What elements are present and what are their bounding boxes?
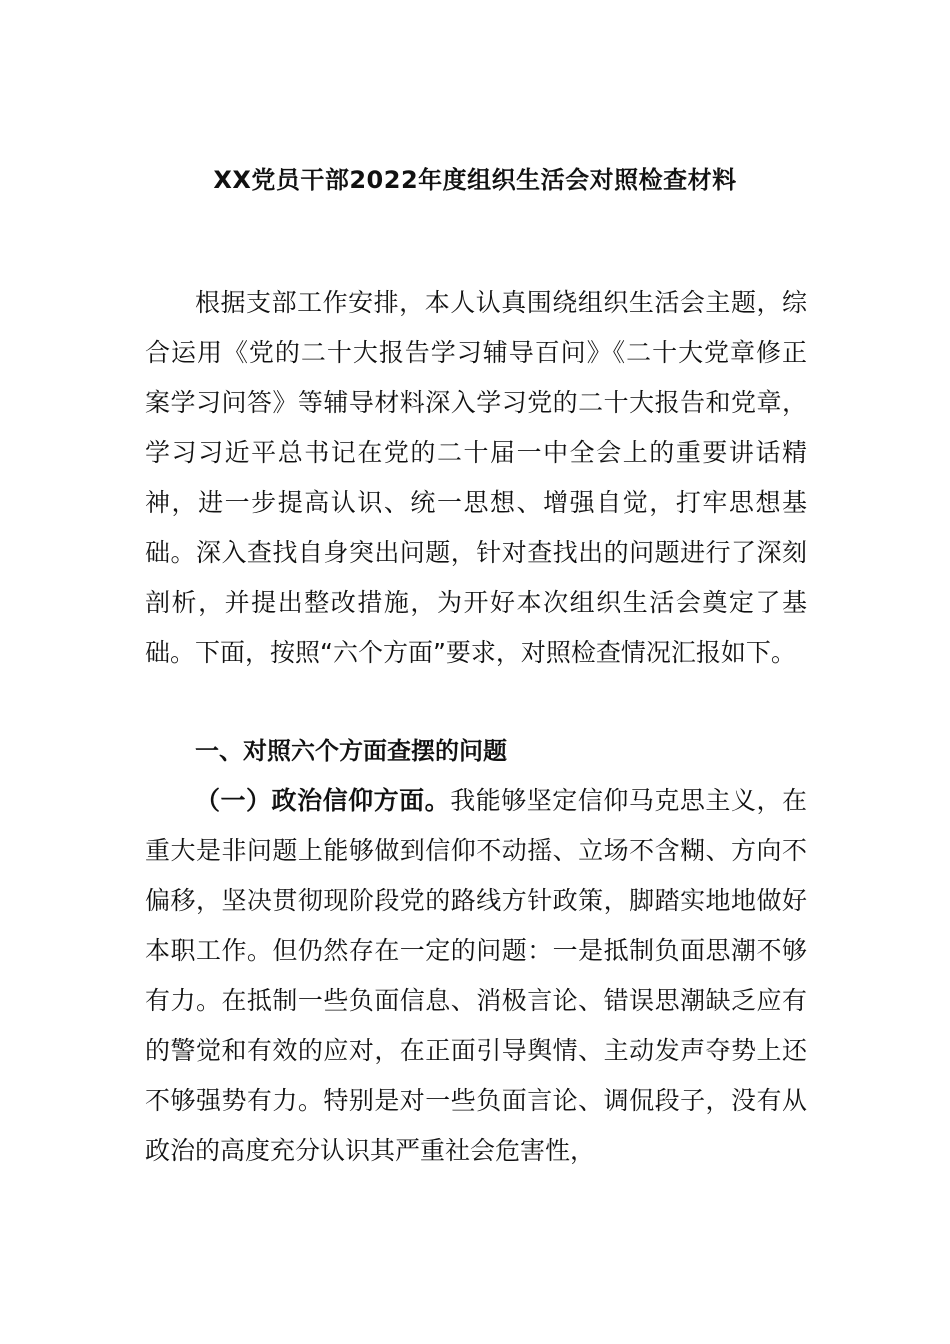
- section-1-lead: （一）政治信仰方面。: [195, 786, 451, 815]
- intro-paragraph-block: [145, 278, 807, 678]
- section-1-text: 我能够坚定信仰马克思主义，在重大是非问题上能够做到信仰不动摇、立场不含糊、方向不偏移，坚决贯彻现阶段党的路线方针政策，脚踏实地地做好本职工作。但仍然存在一定的问题：一是抵制负面思潮不够有力。在抵制一些负面信息、消极言论、错误思潮缺乏应有的警觉和有效的应对，在正面引导舆情、主动发声夺势上还不够强势有力。特别是对一些负面言论、调侃段子，没有从政治的高度充分认识其严重社会危害性，: [145, 786, 807, 1165]
- document-title: XX党员干部2022年度组织生活会对照检查材料: [213, 166, 737, 194]
- section-1-paragraph: [145, 776, 807, 1176]
- section-heading-1: 一、对照六个方面查摆的问题: [195, 737, 507, 765]
- intro-paragraph: 根据支部工作安排，本人认真围绕组织生活会主题，综合运用《党的二十大报告学习辅导百问》《二十大党章修正案学习问答》等辅导材料深入学习党的二十大报告和党章，学习习近平总书记在党的二十届一中全会上的重要讲话精神，进一步提高认识、统一思想、增强自觉，打牢思想基础。深入查找自身突出问题，针对查找出的问题进行了深刻剖析，并提出整改措施，为开好本次组织生活会奠定了基础。下面，按照“六个方面”要求，对照检查情况汇报如下。: [145, 288, 807, 667]
